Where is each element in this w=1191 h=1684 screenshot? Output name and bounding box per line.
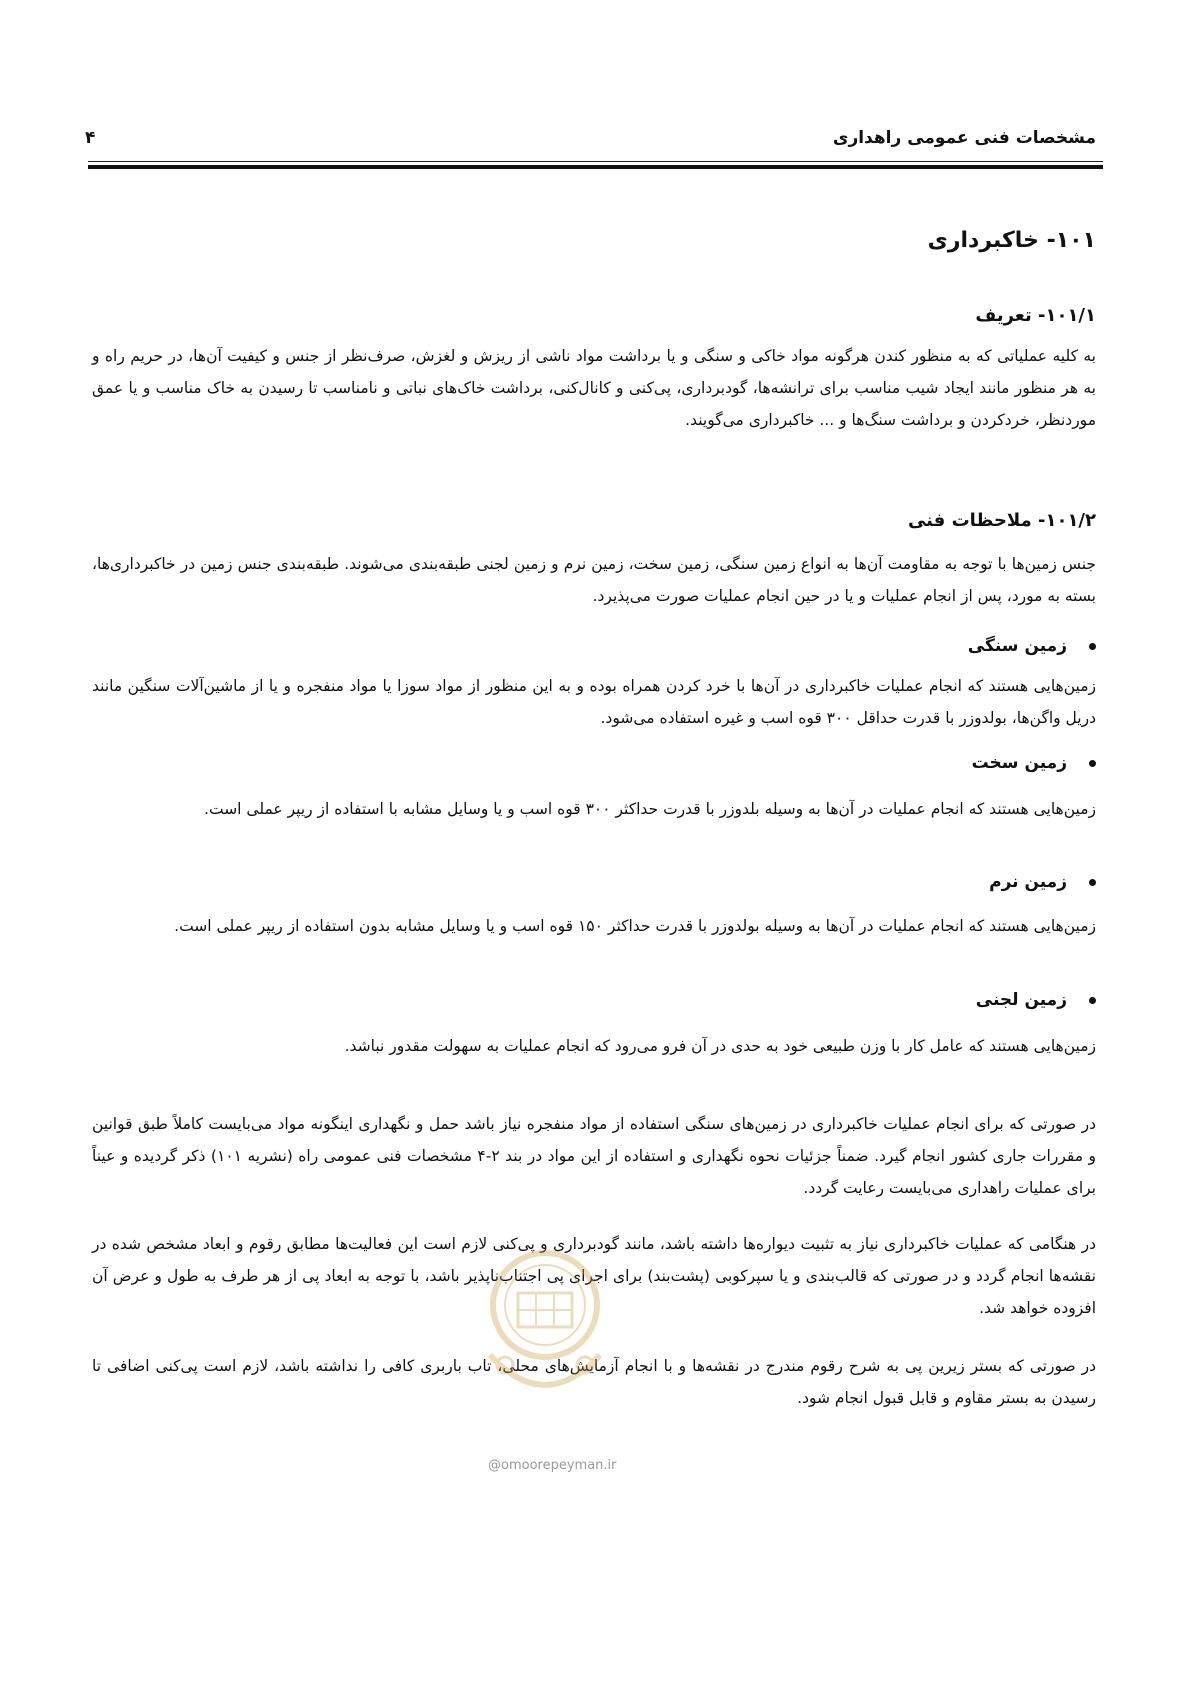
bullet-text-rocky-ground: زمین‌هایی هستند که انجام عملیات خاکبرداری در آن‌ها با خرد کردن همراه بوده و به این منظور از مواد سوزا یا مواد منفجره و یا از ماشین‌آلات سنگین مانند دریل واگن‌ها، بولدوزر با قدرت حداقل ۳۰۰ قوه اسب و غیره استفاده می‌شود. — [92, 677, 1096, 727]
bullet-icon — [1089, 879, 1096, 886]
bullet-muddy-ground — [976, 990, 1096, 1010]
bullet-rocky-ground — [968, 636, 1096, 656]
chapter-title: ۱۰۱- خاکبرداری — [927, 228, 1096, 253]
page-number: ۴ — [85, 128, 96, 148]
header-rule-thick — [88, 165, 1103, 169]
foundation-bed-paragraph: در صورتی که بستر زیرین پی به شرح رقوم مندرج در نقشه‌ها و با انجام آزمایش‌های محلی، تاب باربری کافی را نداشته باشد، لازم است پی‌کنی اضافی تا رسیدن به بستر مقاوم و قابل قبول انجام شود. — [92, 1357, 1096, 1407]
bullet-soft-ground — [989, 872, 1096, 892]
bullet-title: زمین سنگی — [967, 636, 1067, 656]
header-rule-thin — [88, 161, 1103, 162]
bullet-icon — [1089, 760, 1096, 767]
bullet-text-hard-ground: زمین‌هایی هستند که انجام عملیات در آن‌ها به وسیله بلدوزر با قدرت حداکثر ۳۰۰ قوه اسب و یا وسایل مشابه با استفاده از ریپر عملی است. — [204, 800, 1096, 818]
watermark-logo — [470, 1245, 620, 1415]
bullet-title: زمین لجنی — [975, 990, 1067, 1010]
bullet-hard-ground — [972, 753, 1096, 773]
classification-paragraph: جنس زمین‌ها با توجه به مقاومت آن‌ها به انواع زمین سنگی، زمین سخت، زمین نرم و زمین لجنی طبقه‌بندی می‌شوند. طبقه‌بندی جنس زمین در خاکبرداری‌ها، بسته به مورد، پس از انجام عملیات و یا در حین انجام عملیات صورت می‌پذیرد. — [92, 555, 1096, 605]
wall-stabilization-paragraph: در هنگامی که عملیات خاکبرداری نیاز به تثبیت دیواره‌ها داشته باشد، مانند گودبرداری و پی‌کنی لازم است این فعالیت‌ها مطابق رقوم و ابعاد مشخص شده در نقشه‌ها انجام گردد و در صورتی که قالب‌بندی و یا سپرکوبی (پشت‌بند) برای اجرای پی اجتناب‌ناپذیر باشد، با توجه به ابعاد پی از هر طرف به طول و عرض آن افزوده خواهد شد. — [92, 1235, 1096, 1317]
bullet-text-muddy-ground: زمین‌هایی هستند که عامل کار با وزن طبیعی خود به حدی در آن فرو می‌رود که انجام عملیات به سهولت مقدور نباشد. — [344, 1037, 1096, 1055]
bullet-icon — [1089, 997, 1096, 1004]
bullet-text-soft-ground: زمین‌هایی هستند که انجام عملیات در آن‌ها به وسیله بولدوزر با قدرت حداکثر ۱۵۰ قوه اسب و یا وسایل مشابه بدون استفاده از ریپر عملی است. — [174, 917, 1096, 935]
bullet-title: زمین سخت — [971, 753, 1067, 773]
section-title-technical-notes: ۱۰۱/۲- ملاحظات فنی — [907, 510, 1096, 531]
bullet-title: زمین نرم — [989, 872, 1067, 892]
watermark-caption: @omoorepeyman.ir — [488, 1458, 617, 1473]
section-title-definition: ۱۰۱/۱- تعریف — [975, 305, 1096, 326]
definition-paragraph: به کلیه عملیاتی که به منظور کندن هرگونه مواد خاکی و سنگی و یا برداشت مواد ناشی از ریزش و لغزش، صرف‌نظر از جنس و کیفیت آن‌ها، در حریم راه و به هر منظور مانند ایجاد شیب مناسب برای ترانشه‌ها، گودبرداری، پی‌کنی و کانال‌کنی، برداشت خاک‌های نباتی و نامناسب تا رسیدن به خاک مناسب و یا عمق موردنظر، خردکردن و برداشت سنگ‌ها و ... خاکبرداری می‌گویند. — [92, 347, 1096, 429]
explosives-paragraph: در صورتی که برای انجام عملیات خاکبرداری در زمین‌های سنگی استفاده از مواد منفجره نیاز باشد حمل و نگهداری اینگونه مواد می‌بایست کاملاً طبق قوانین و مقررات جاری کشور انجام گیرد. ضمناً جزئیات نحوه نگهداری و استفاده از این مواد در بند ۲-۴ مشخصات فنی عمومی راه (نشریه ۱۰۱) ذکر گردیده و عیناً برای عملیات راهداری می‌بایست رعایت گردد. — [92, 1115, 1096, 1197]
running-title: مشخصات فنی عمومی راهداری — [832, 128, 1096, 148]
bullet-icon — [1089, 643, 1096, 650]
